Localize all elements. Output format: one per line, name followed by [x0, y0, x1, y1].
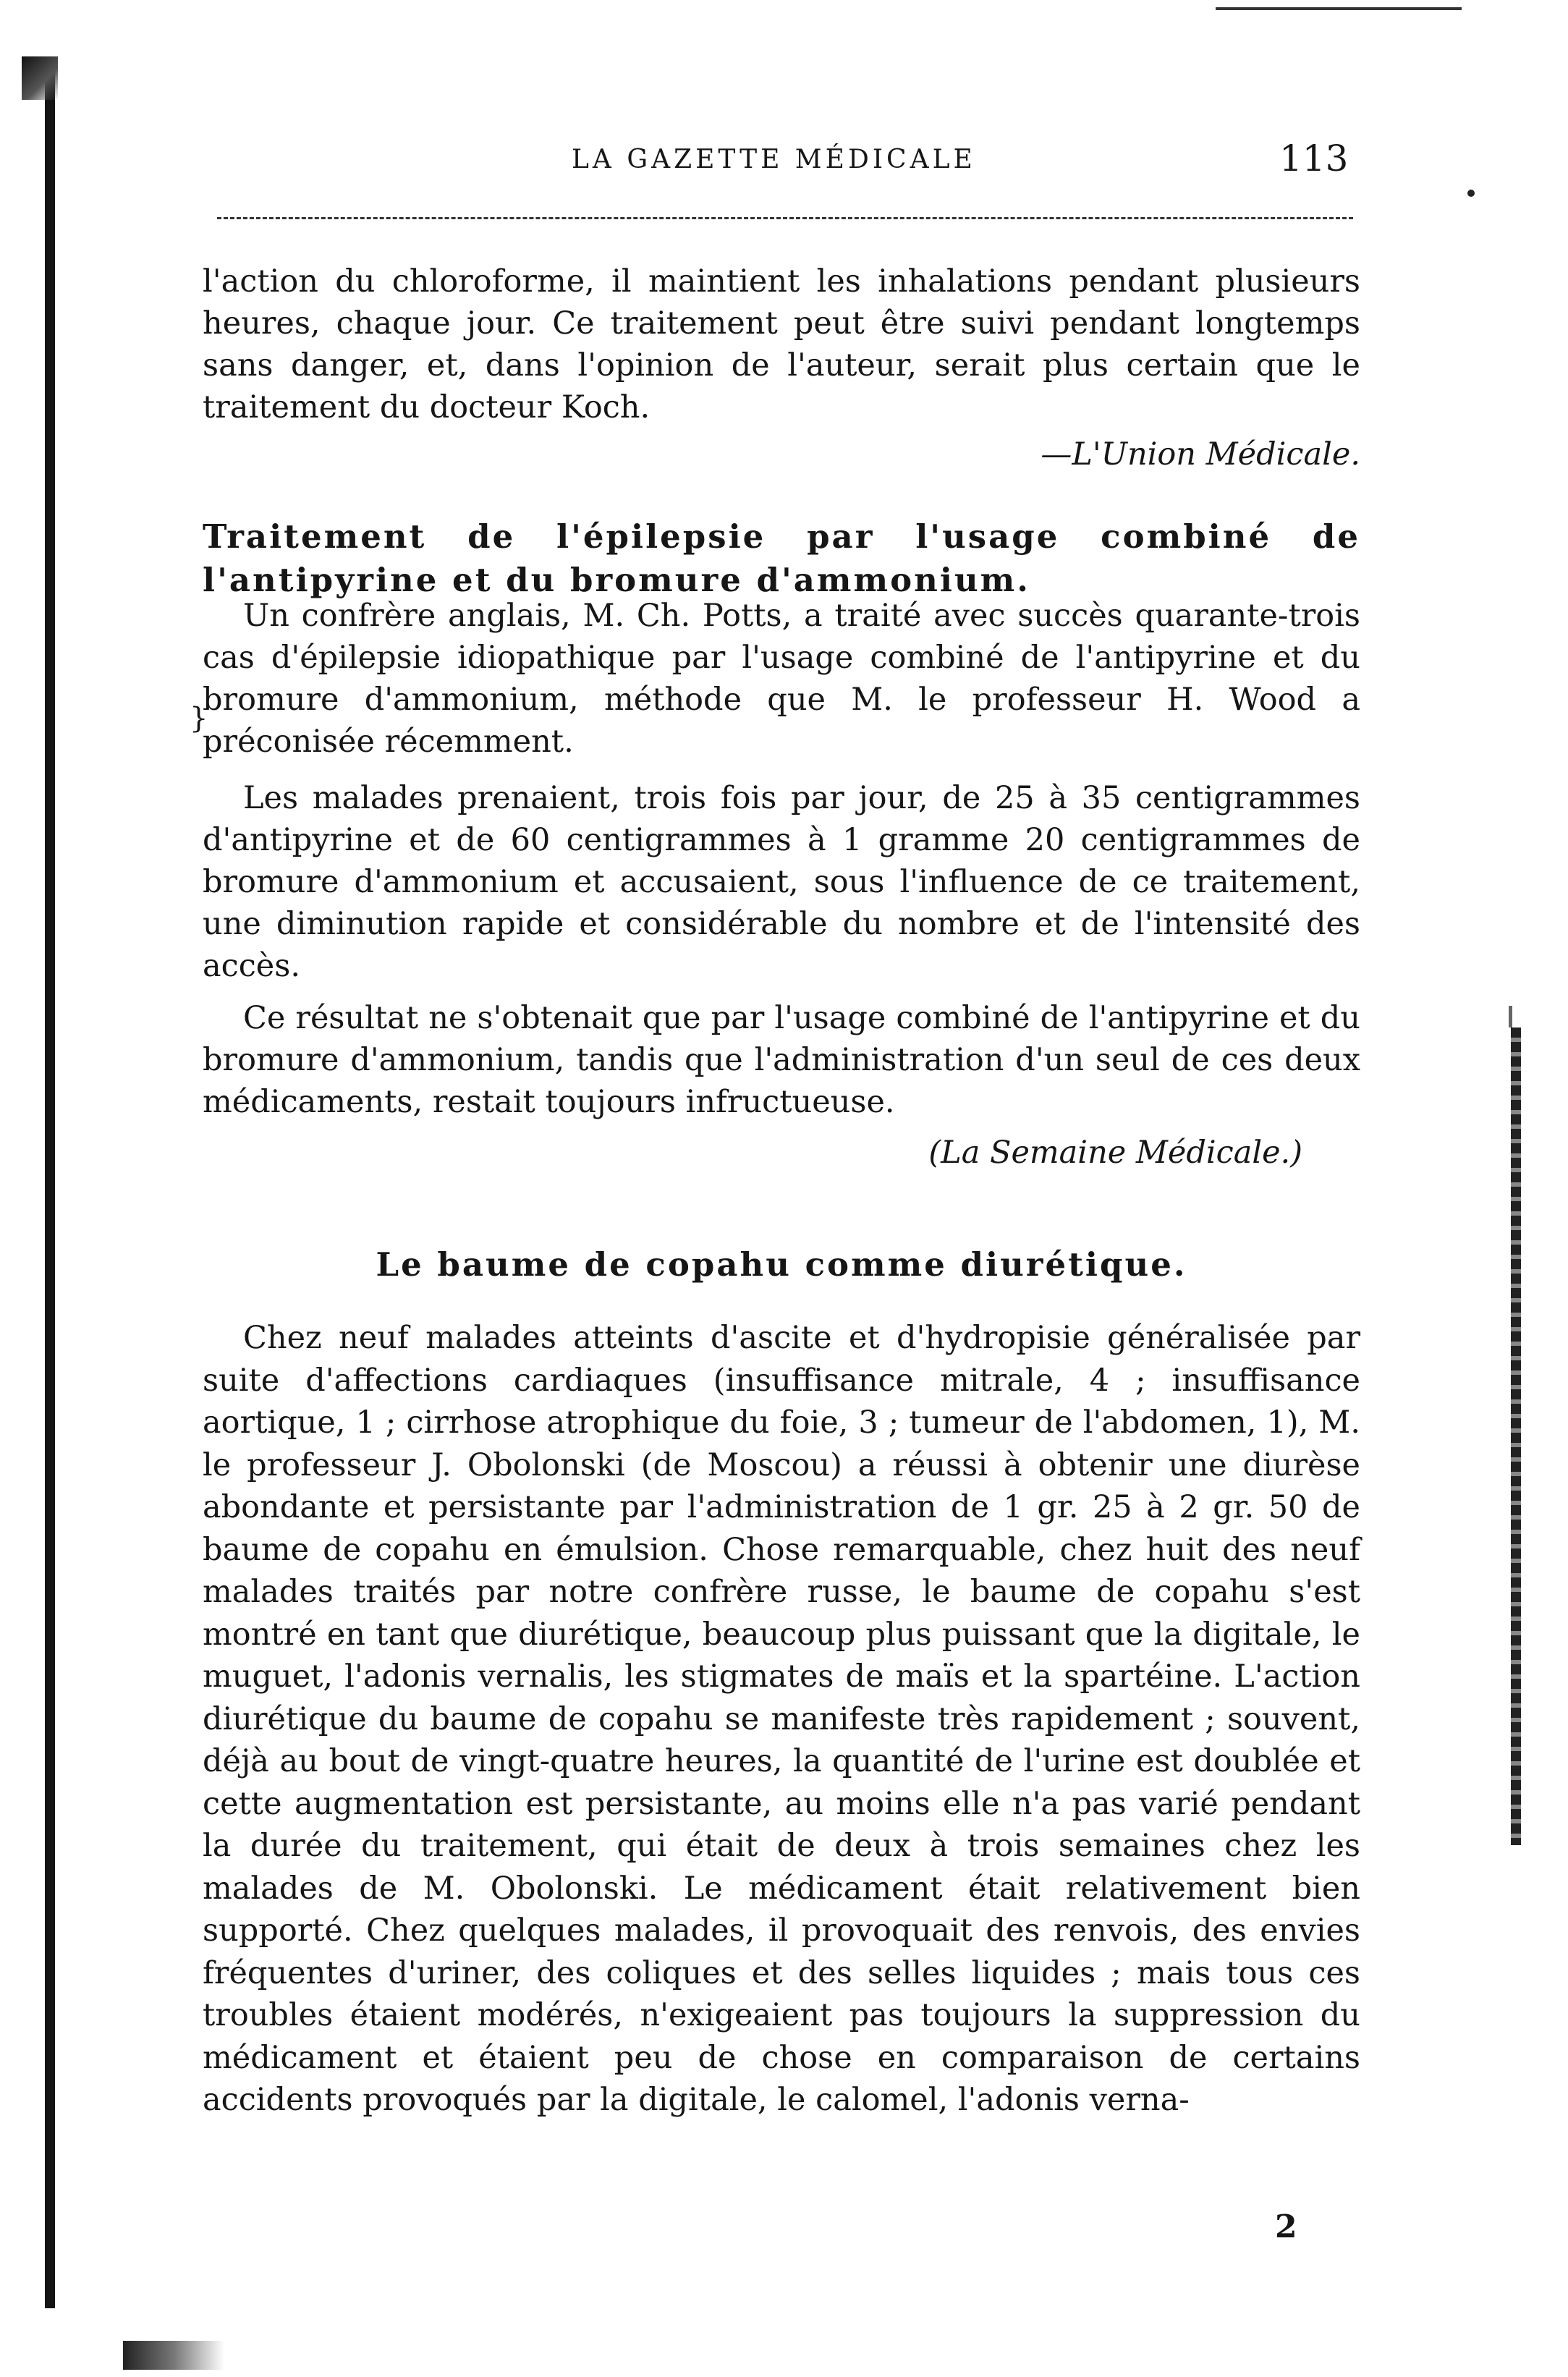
scan-right-mark [1509, 1006, 1512, 1028]
scan-edge-bottom [123, 2341, 224, 2370]
header-rule [217, 217, 1353, 219]
scan-right-bar [1511, 1028, 1521, 1845]
article1-title: Traitement de l'épilepsie par l'usage combiné de l'antipyrine et du bromure d'ammonium. [203, 517, 1360, 599]
scan-edge-left [45, 58, 55, 2308]
article1-paragraph-3: Ce résultat ne s'obtenait que par l'usage combiné de l'antipyrine et du bromure d'ammonium, tandis que l'administration d'un seul de ces deux médicaments, restait toujours infructueuse. [203, 1000, 1360, 1120]
article1-paragraph-2: Les malades prenaient, trois fois par jour, de 25 à 35 centigrammes d'antipyrine et de 60 centigrammes à 1 gramme 20 centigrammes de bromure d'ammonium et accusaient, sous l'influence de ce traitement, une diminution rapide et considérable du nombre et de l'intensité des accès. [203, 780, 1360, 984]
intro-source: —L'Union Médicale. [1041, 436, 1360, 473]
article2-title: Le baume de copahu comme diurétique. [376, 1245, 1187, 1284]
page-number: 113 [1279, 137, 1349, 179]
article1-source: (La Semaine Médicale.) [928, 1135, 1302, 1171]
intro-paragraph: l'action du chloroforme, il maintient les inhalations pendant plusieurs heures, chaque jour. Ce traitement peut être suivi pendant longtemps sans danger, et, dans l'opinion de l'auteur, serait plus certain que le traitement du docteur Koch. [203, 263, 1360, 425]
scan-dot [1467, 190, 1475, 197]
scan-edge-top [22, 56, 58, 100]
running-title: LA GAZETTE MÉDICALE [572, 145, 976, 174]
article2-paragraph: Chez neuf malades atteints d'ascite et d'hydropisie généralisée par suite d'affections cardiaques (insuffisance mitrale, 4 ; insuffisance aortique, 1 ; cirrhose atrophique du foie, 3 ; tumeur de l'abdomen, 1), M. le professeur J. Obolonski (de Moscou) a réussi à obtenir une diurèse abondante et persistante par l'administration de 1 gr. 25 à 2 gr. 50 de baume de copahu en émulsion. Chose remarquable, chez huit des neuf malades traités par notre confrère russe, le baume de copahu s'est montré en tant que diurétique, beaucoup plus puissant que la digitale, le muguet, l'adonis vernalis, les stigmates de maïs et la spartéine. L'action diurétique du baume de copahu se manifeste très rapidement ; souvent, déjà au bout de vingt-quatre heures, la quantité de l'urine est doublée et cette augmentation est persistante, au moins elle n'a pas varié pendant la durée du traitement, qui était de deux à trois semaines chez les malades de M. Obolonski. Le médicament était relativement bien supporté. Chez quelques malades, il provoquait des renvois, des envies fréquentes d'uriner, des coliques et des selles liquides ; mais tous ces troubles étaient modérés, n'exigeaient pas toujours la suppression du médicament et étaient peu de chose en comparaison de certains accidents provoqués par la digitale, le calomel, l'adonis verna- [203, 1320, 1360, 2118]
signature-mark: 2 [1275, 2208, 1297, 2245]
scan-top-rule [1216, 7, 1462, 10]
margin-mark: } [190, 702, 208, 735]
article1-paragraph-1: Un confrère anglais, M. Ch. Potts, a traité avec succès quarante-trois cas d'épilepsie idiopathique par l'usage combiné de l'antipyrine et du bromure d'ammonium, méthode que M. le professeur H. Wood a préconisée récemment. [203, 598, 1360, 760]
